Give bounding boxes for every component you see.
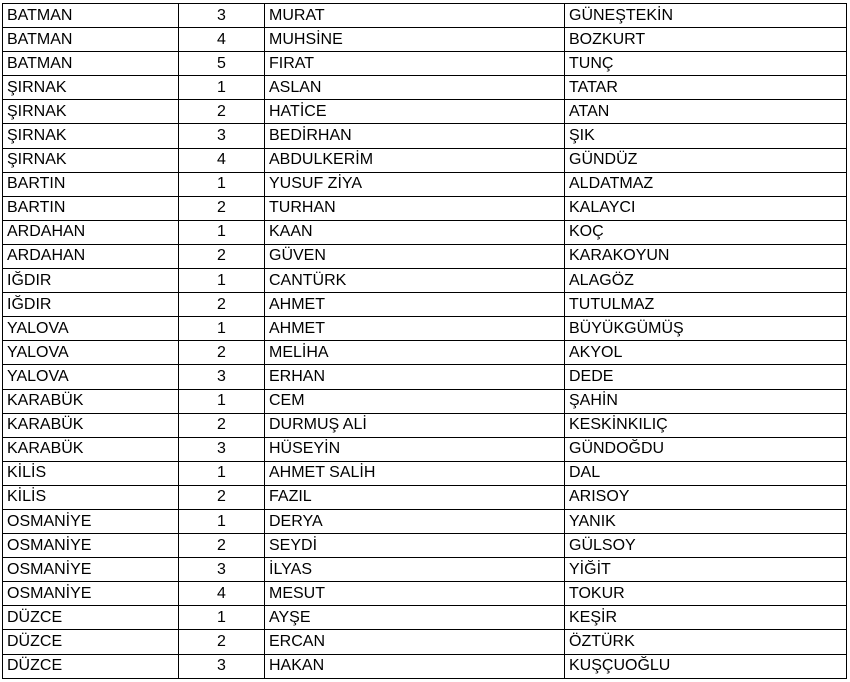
first-name-cell: KAAN [265,220,565,244]
candidate-table [2,3,847,679]
table-row [3,509,847,533]
rank-cell: 2 [179,244,265,268]
last-name-cell: GÜNDÜZ [565,148,847,172]
first-name-cell: AHMET [265,317,565,341]
rank-cell: 3 [179,437,265,461]
rank-cell: 3 [179,4,265,28]
last-name-cell: ATAN [565,100,847,124]
first-name-cell: DURMUŞ ALİ [265,413,565,437]
last-name-cell: TATAR [565,76,847,100]
rank-cell: 1 [179,76,265,100]
rank-cell: 1 [179,269,265,293]
first-name-cell: CANTÜRK [265,269,565,293]
province-cell: YALOVA [3,341,179,365]
province-cell: BARTIN [3,196,179,220]
last-name-cell: AKYOL [565,341,847,365]
table-row [3,630,847,654]
province-cell: BATMAN [3,28,179,52]
last-name-cell: KOÇ [565,220,847,244]
last-name-cell: ŞIK [565,124,847,148]
table-row [3,341,847,365]
last-name-cell: ALDATMAZ [565,172,847,196]
last-name-cell: TUTULMAZ [565,293,847,317]
province-cell: OSMANİYE [3,509,179,533]
province-cell: DÜZCE [3,606,179,630]
last-name-cell: BOZKURT [565,28,847,52]
last-name-cell: KEŞİR [565,606,847,630]
last-name-cell: TUNÇ [565,52,847,76]
last-name-cell: DEDE [565,365,847,389]
first-name-cell: AHMET SALİH [265,461,565,485]
province-cell: KİLİS [3,485,179,509]
first-name-cell: MURAT [265,4,565,28]
first-name-cell: TURHAN [265,196,565,220]
table-row [3,220,847,244]
first-name-cell: MESUT [265,582,565,606]
province-cell: IĞDIR [3,269,179,293]
table-row [3,293,847,317]
table-row [3,485,847,509]
first-name-cell: ERHAN [265,365,565,389]
province-cell: OSMANİYE [3,582,179,606]
table-row [3,558,847,582]
table-row [3,4,847,28]
rank-cell: 2 [179,630,265,654]
province-cell: KİLİS [3,461,179,485]
rank-cell: 4 [179,28,265,52]
table-row [3,100,847,124]
first-name-cell: GÜVEN [265,244,565,268]
first-name-cell: ASLAN [265,76,565,100]
table-row [3,148,847,172]
province-cell: BARTIN [3,172,179,196]
province-cell: IĞDIR [3,293,179,317]
rank-cell: 1 [179,606,265,630]
last-name-cell: GÜNEŞTEKİN [565,4,847,28]
table-body [3,4,847,679]
rank-cell: 2 [179,413,265,437]
first-name-cell: YUSUF ZİYA [265,172,565,196]
rank-cell: 5 [179,52,265,76]
province-cell: DÜZCE [3,630,179,654]
province-cell: DÜZCE [3,654,179,678]
table-row [3,582,847,606]
rank-cell: 4 [179,582,265,606]
first-name-cell: AHMET [265,293,565,317]
province-cell: BATMAN [3,4,179,28]
first-name-cell: MELİHA [265,341,565,365]
first-name-cell: BEDİRHAN [265,124,565,148]
table-row [3,317,847,341]
first-name-cell: MUHSİNE [265,28,565,52]
table-row [3,461,847,485]
province-cell: ARDAHAN [3,244,179,268]
first-name-cell: SEYDİ [265,534,565,558]
last-name-cell: GÜLSOY [565,534,847,558]
rank-cell: 1 [179,461,265,485]
last-name-cell: KESKİNKILIÇ [565,413,847,437]
table-row [3,124,847,148]
province-cell: ŞIRNAK [3,100,179,124]
last-name-cell: YİĞİT [565,558,847,582]
table-row [3,172,847,196]
last-name-cell: KARAKOYUN [565,244,847,268]
table-row [3,196,847,220]
table-row [3,76,847,100]
last-name-cell: ARISOY [565,485,847,509]
last-name-cell: TOKUR [565,582,847,606]
province-cell: OSMANİYE [3,534,179,558]
province-cell: KARABÜK [3,413,179,437]
table-row [3,365,847,389]
table-row [3,244,847,268]
last-name-cell: ALAGÖZ [565,269,847,293]
last-name-cell: GÜNDOĞDU [565,437,847,461]
rank-cell: 2 [179,341,265,365]
last-name-cell: KALAYCI [565,196,847,220]
rank-cell: 3 [179,558,265,582]
province-cell: ŞIRNAK [3,148,179,172]
last-name-cell: YANIK [565,509,847,533]
province-cell: OSMANİYE [3,558,179,582]
table-row [3,413,847,437]
rank-cell: 1 [179,317,265,341]
first-name-cell: FIRAT [265,52,565,76]
rank-cell: 2 [179,196,265,220]
rank-cell: 2 [179,293,265,317]
province-cell: KARABÜK [3,437,179,461]
table-row [3,534,847,558]
table-row [3,654,847,678]
table-row [3,437,847,461]
first-name-cell: ABDULKERİM [265,148,565,172]
last-name-cell: ŞAHİN [565,389,847,413]
province-cell: BATMAN [3,52,179,76]
province-cell: ŞIRNAK [3,76,179,100]
first-name-cell: HATİCE [265,100,565,124]
last-name-cell: KUŞÇUOĞLU [565,654,847,678]
first-name-cell: İLYAS [265,558,565,582]
province-cell: ARDAHAN [3,220,179,244]
table-row [3,52,847,76]
first-name-cell: DERYA [265,509,565,533]
rank-cell: 3 [179,365,265,389]
last-name-cell: BÜYÜKGÜMÜŞ [565,317,847,341]
first-name-cell: HÜSEYİN [265,437,565,461]
last-name-cell: DAL [565,461,847,485]
rank-cell: 2 [179,534,265,558]
rank-cell: 1 [179,389,265,413]
table-row [3,28,847,52]
last-name-cell: ÖZTÜRK [565,630,847,654]
rank-cell: 3 [179,124,265,148]
first-name-cell: AYŞE [265,606,565,630]
rank-cell: 1 [179,172,265,196]
first-name-cell: HAKAN [265,654,565,678]
table-row [3,389,847,413]
rank-cell: 2 [179,485,265,509]
rank-cell: 1 [179,220,265,244]
first-name-cell: FAZIL [265,485,565,509]
first-name-cell: CEM [265,389,565,413]
province-cell: YALOVA [3,365,179,389]
table-row [3,606,847,630]
rank-cell: 1 [179,509,265,533]
province-cell: ŞIRNAK [3,124,179,148]
table-row [3,269,847,293]
province-cell: KARABÜK [3,389,179,413]
rank-cell: 2 [179,100,265,124]
province-cell: YALOVA [3,317,179,341]
rank-cell: 4 [179,148,265,172]
first-name-cell: ERCAN [265,630,565,654]
rank-cell: 3 [179,654,265,678]
